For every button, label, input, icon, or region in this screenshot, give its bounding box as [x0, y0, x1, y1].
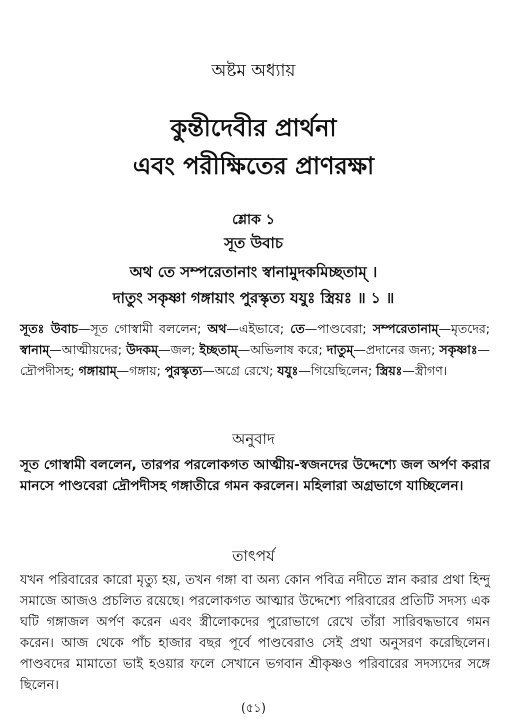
synonym-meaning: দ্রৌপদীসহ [20, 363, 71, 378]
synonym-meaning: গঙ্গায় [129, 363, 157, 378]
synonym-word: স্বানাম্ [20, 342, 50, 357]
synonym-meaning: স্ত্রীগণ [414, 363, 443, 378]
verse-number: শ্লোক ১ [232, 212, 275, 228]
translation-heading: অনুবাদ [232, 430, 275, 448]
synonym-word: সূতঃ উবাচ [20, 321, 78, 336]
word-meanings: সূতঃ উবাচ—সূত গোস্বামী বললেন; অথ—এইভাবে; তে—পাণ্ডবেরা; সম্পরেতানাম্—মৃতদের; স্বানাম্—আত্মীয়দের; উদকম্—জল; ইচ্ছতাম্—অভিলাষ করে; দাতুম্—প্রদানের জন্য; সকৃষ্ণাঃ—দ্রৌপদীসহ; গঙ্গায়াম্—গঙ্গায়; পুরস্কৃত্য—অগ্রে রেখে; যযুঃ—গিয়েছিলেন; স্ত্রিয়ঃ—স্ত্রীগণ। [20, 321, 491, 378]
synonym-word: ইচ্ছতাম্ [199, 342, 238, 357]
chapter-label: অষ্টম অধ্যায় [211, 61, 296, 81]
verse-speaker: সূত উবাচ [224, 234, 283, 252]
synonym-word: যযুঃ [277, 363, 299, 378]
synonym-meaning: অভিলাষ করে [250, 342, 319, 357]
chapter-title-line2: এবং পরীক্ষিতের প্রাণরক্ষা [132, 152, 375, 180]
synonym-meaning: জল [170, 342, 192, 357]
purport-text: যখন পরিবারের কারো মৃত্যু হয়, তখন গঙ্গা বা অন্য কোন পবিত্র নদীতে স্নান করার প্রথা হিন্দু সমাজে আজও প্রচলিত রয়েছে। পরলোকগত আত্মার উদ্দেশ্যে পরিবারের প্রতিটি সদস্য এক ঘটি গঙ্গাজল অর্পণ করেন এবং স্ত্রীলোকদের পুরোভাগে রেখে তাঁরা সারিবদ্ধভাবে গমন করেন। আজ থেকে পাঁচ হাজার বছর পূর্বে পাণ্ডবেরাও সেই প্রথা অনুসরণ করেছিলেন। পাণ্ডবদের মামাতো ভাই হওয়ার ফলে সেখানে ভগবান শ্রীকৃষ্ণও পরিবারের সদস্যদের সঙ্গে ছিলেন। [20, 573, 490, 693]
synonym-meaning: মৃতদের [450, 321, 486, 336]
synonym-word: উদকম্ [126, 342, 159, 357]
page-number: (৫১) [241, 701, 266, 715]
synonym-meaning: পাণ্ডবেরা [317, 321, 363, 336]
synonym-word: স্ত্রিয়ঃ [376, 363, 403, 378]
synonym-meaning: অগ্রে রেখে [214, 363, 270, 378]
synonym-word: পুরস্কৃত্য [164, 363, 203, 378]
synonym-meaning: প্রদানের জন্য [365, 342, 432, 357]
synonym-word: তে [290, 321, 305, 336]
synonym-meaning: গিয়েছিলেন [310, 363, 368, 378]
synonym-meaning: এইভাবে [238, 321, 280, 336]
synonym-word: অথ [207, 321, 227, 336]
synonym-word: দাতুম্ [326, 342, 354, 357]
synonym-word: গঙ্গায়াম্ [78, 363, 117, 378]
verse-line-2: দাতুং সকৃষ্ণা গঙ্গায়াং পুরস্কৃত্য যযুঃ স্ত্রিয়ঃ ॥ ১ ॥ [112, 289, 395, 307]
translation-text: সূত গোস্বামী বললেন, তারপর পরলোকগত আত্মীয়-স্বজনদের উদ্দেশ্যে জল অর্পণ করার মানসে পাণ্ডবেরা দ্রৌপদীসহ গঙ্গাতীরে গমন করলেন। মহিলারা অগ্রভাগে যাচ্ছিলেন। [20, 457, 490, 494]
synonym-word: সম্পরেতানাম্ [372, 321, 439, 336]
synonym-meaning: সূত গোস্বামী বললেন [90, 321, 198, 336]
chapter-title-line1: কুন্তীদেবীর প্রার্থনা [170, 114, 337, 142]
purport-heading: তাৎপর্য [232, 547, 275, 565]
verse-line-1: অথ তে সম্পরেতানাং স্বানামুদকমিচ্ছতাম্ । [129, 263, 378, 281]
synonym-meaning: আত্মীয়দের [61, 342, 118, 357]
synonym-word: সকৃষ্ণাঃ [439, 342, 478, 357]
